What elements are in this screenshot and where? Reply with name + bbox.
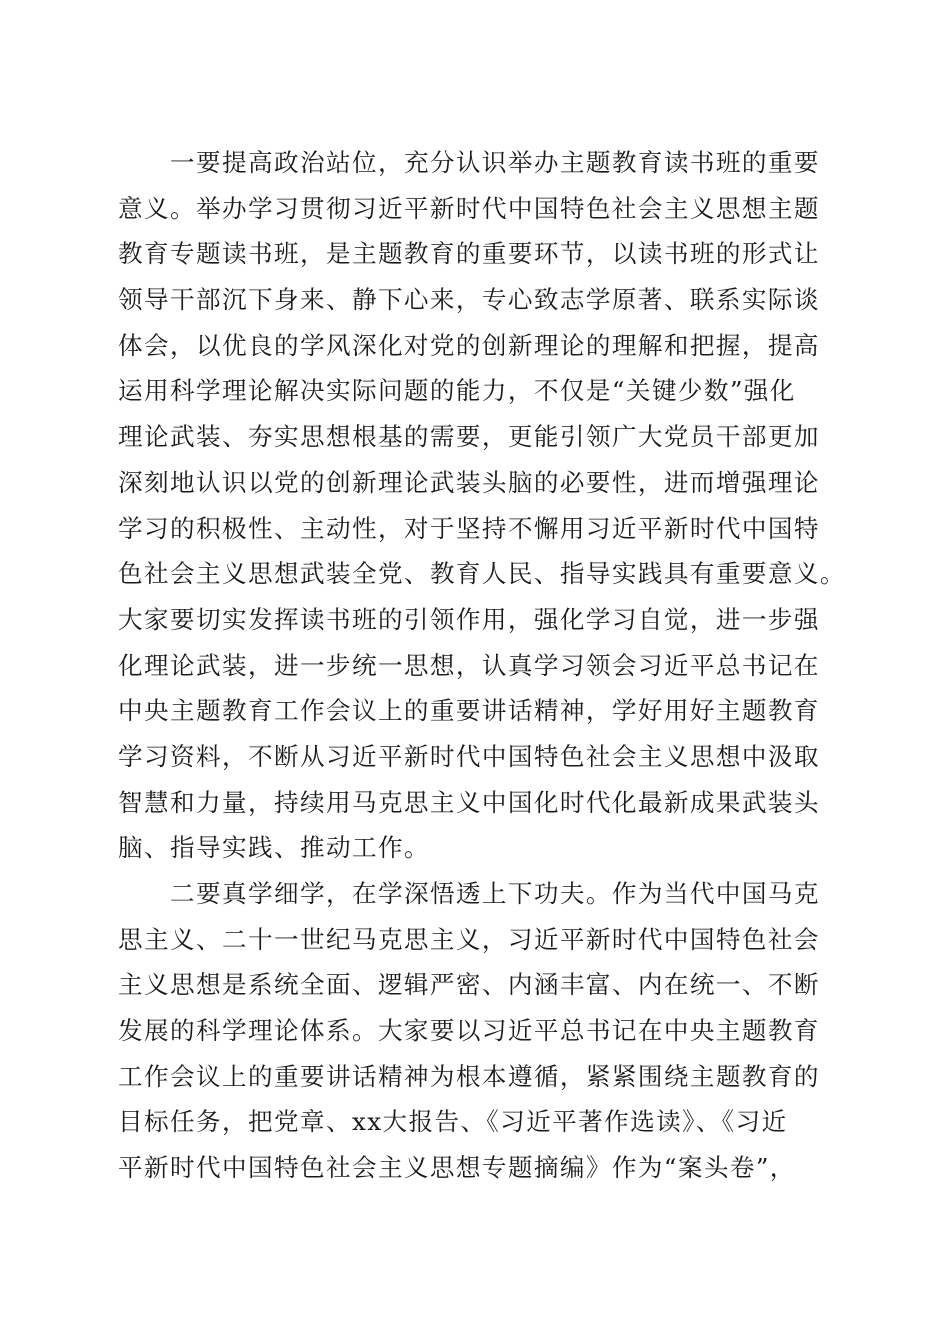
text-line: 中央主题教育工作会议上的重要讲话精神，学好用好主题教育: [118, 696, 820, 726]
paragraph-1: [118, 140, 846, 871]
text-line: 智慧和力量，持续用马克思主义中国化时代化最新成果武装头: [118, 787, 820, 817]
text-line: 学习资料，不断从习近平新时代中国特色社会主义思想中汲取: [118, 741, 820, 771]
text-line: 目标任务，把党章、xx大报告、《习近平著作选读》、《习近: [118, 1107, 788, 1137]
text-line: 理论武装、夯实思想根基的需要，更能引领广大党员干部更加: [118, 422, 820, 452]
text-line: 运用科学理论解决实际问题的能力，不仅是“关键少数”强化: [118, 376, 796, 406]
text-line: 思主义、二十一世纪马克思主义，习近平新时代中国特色社会: [118, 924, 820, 954]
text-line: 一要提高政治站位，充分认识举办主题教育读书班的重要: [170, 148, 820, 177]
text-line: 体会，以优良的学风深化对党的创新理论的理解和把握，提高: [118, 330, 820, 360]
paragraph-2: [118, 871, 838, 1191]
text-line: 大家要切实发挥读书班的引领作用，强化学习自觉，进一步强: [118, 604, 820, 634]
text-line: 学习的积极性、主动性，对于坚持不懈用习近平新时代中国特: [118, 513, 820, 543]
text-line: 脑、指导实践、推动工作。: [118, 833, 430, 863]
text-line: 意义。举办学习贯彻习近平新时代中国特色社会主义思想主题: [118, 193, 820, 223]
text-line: 教育专题读书班，是主题教育的重要环节，以读书班的形式让: [118, 239, 820, 269]
text-line: 平新时代中国特色社会主义思想专题摘编》作为“案头卷”，: [118, 1153, 796, 1183]
text-line: 工作会议上的重要讲话精神为根本遵循，紧紧围绕主题教育的: [118, 1061, 820, 1091]
document-body: [118, 140, 846, 1191]
text-line: 发展的科学理论体系。大家要以习近平总书记在中央主题教育: [118, 1016, 820, 1046]
text-line: 深刻地认识以党的创新理论武装头脑的必要性，进而增强理论: [118, 467, 820, 497]
text-line: 化理论武装，进一步统一思想，认真学习领会习近平总书记在: [118, 650, 820, 680]
text-line: 色社会主义思想武装全党、教育人民、指导实践具有重要意义。: [118, 559, 846, 589]
text-line: 主义思想是系统全面、逻辑严密、内涵丰富、内在统一、不断: [118, 970, 820, 1000]
text-line: 二要真学细学，在学深悟透上下功夫。作为当代中国马克: [170, 879, 820, 908]
text-line: 领导干部沉下身来、静下心来，专心致志学原著、联系实际谈: [118, 285, 820, 315]
